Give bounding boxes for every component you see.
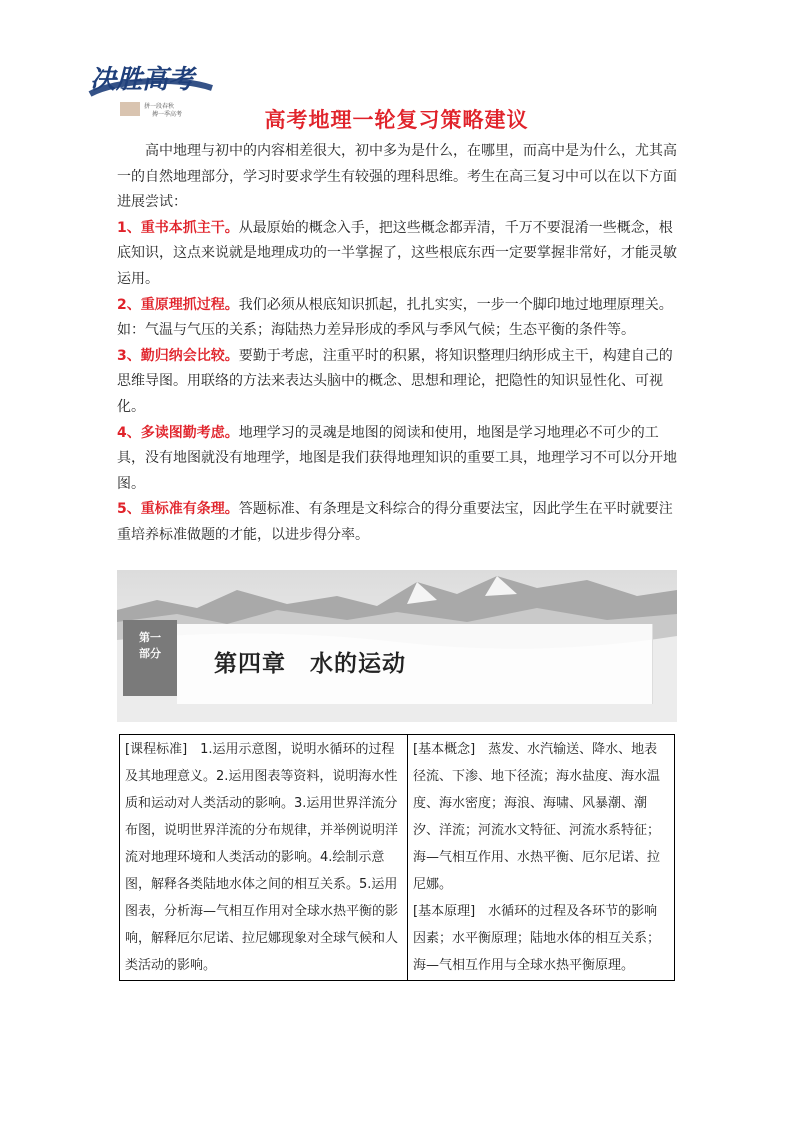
intro-paragraph: 高中地理与初中的内容相差很大，初中多为是什么，在哪里，而高中是为什么，尤其高一的自然地理部分，学习时要求学生有较强的理科思维。考生在高三复习中可以在以下方面进展尝试： — [117, 143, 677, 211]
list-item — [117, 421, 677, 498]
item-heading: 4、多读图勤考虑。 — [117, 424, 239, 441]
part-label-line1: 第一 — [139, 631, 161, 644]
list-item — [117, 497, 677, 548]
item-heading: 5、重标准有条理。 — [117, 501, 239, 518]
list-item — [117, 216, 677, 293]
table-cell-standards — [120, 735, 408, 981]
logo-sub-line2: 搏一季高考 — [152, 111, 183, 118]
page-title: 高考地理一轮复习策略建议 — [264, 108, 529, 132]
item-heading: 3、勤归纳会比较。 — [117, 347, 239, 364]
item-heading: 2、重原理抓过程。 — [117, 296, 239, 313]
chapter-title: 第四章 水的运动 — [214, 651, 406, 677]
item-text: 答题标准、有条理是文科综合的得分重要法宝，因此学生在平时就要注重培养标准做题的才能，以进步得分率。 — [117, 501, 673, 543]
item-heading: 1、重书本抓主干。 — [117, 219, 239, 236]
article-body — [117, 139, 677, 549]
table-cell-concepts — [408, 735, 675, 981]
curriculum-standards: [课程标准] 1.运用示意图，说明水循环的过程及其地理意义。2.运用图表等资料，说明海水性质和运动对人类活动的影响。3.运用世界洋流分布图，说明世界洋流的分布规律，并举例说明洋流对地理环境和人类活动的影响。4.绘制示意图，解释各类陆地水体之间的相互关系。5.运用图表，分析海—气相互作用对全球水热平衡的影响，解释厄尔尼诺、拉尼娜现象对全球气候和人类活动的影响。 — [125, 742, 399, 973]
table-row — [120, 735, 675, 981]
logo-text: 决胜高考 — [90, 65, 195, 95]
item-text: 地理学习的灵魂是地图的阅读和使用，地图是学习地理必不可少的工具，没有地图就没有地理学，地图是我们获得地理知识的重要工具，地理学习不可以分开地图。 — [117, 424, 677, 492]
item-text: 从最原始的概念入手，把这些概念都弄清，千万不要混淆一些概念，根底知识，这点来说就是地理成功的一半掌握了，这些根底东西一定要掌握非常好，才能灵敏运用。 — [117, 219, 677, 287]
logo-sub-line1: 拼一段春秋 — [144, 103, 175, 110]
basic-principles: [基本原理] 水循环的过程及各环节的影响因素；水平衡原理；陆地水体的相互关系；海—气相互作用与全球水热平衡原理。 — [413, 904, 661, 973]
item-text: 要勤于考虑，注重平时的积累，将知识整理归纳形成主干，构建自己的思维导图。用联络的方法来表达头脑中的概念、思想和理论，把隐性的知识显性化、可视化。 — [117, 347, 673, 415]
part-label — [123, 620, 177, 696]
part-label-line2: 部分 — [139, 647, 161, 660]
item-text: 我们必须从根底知识抓起，扎扎实实，一步一个脚印地过地理原理关。如：气温与气压的关系；海陆热力差异形成的季风与季风气候；生态平衡的条件等。 — [117, 296, 673, 339]
basic-concepts: [基本概念] 蒸发、水汽输送、降水、地表径流、下渗、地下径流；海水盐度、海水温度、海水密度；海浪、海啸、风暴潮、潮汐、洋流；河流水文特征、河流水系特征；海—气相互作用、水热平衡、厄尔尼诺、拉尼娜。 — [413, 742, 661, 892]
list-item — [117, 293, 677, 344]
standards-table — [119, 734, 675, 981]
list-item — [117, 344, 677, 421]
